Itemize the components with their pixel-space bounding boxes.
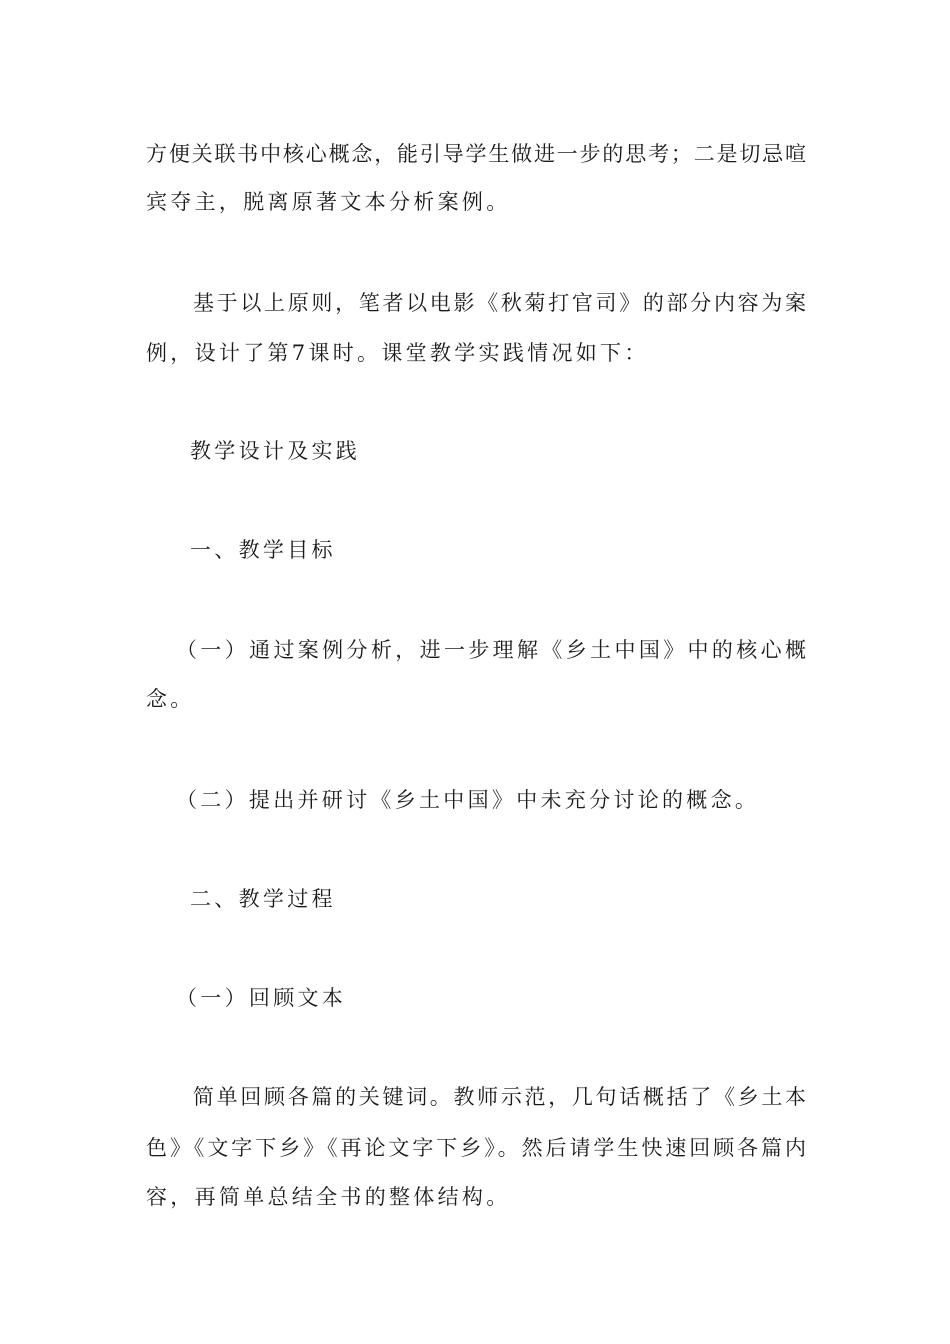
paragraph-2-line-2: 例，设计了第7课时。课堂教学实践情况如下： <box>146 341 649 365</box>
process-1-body-line-2: 色》《文字下乡》《再论文字下乡》。然后请学生快速回顾各篇内 <box>146 1136 806 1160</box>
section-heading-design: 教学设计及实践 <box>190 439 361 463</box>
process-1-body-line-1: 简单回顾各篇的关键词。教师示范，几句话概括了《乡土本 <box>193 1085 806 1109</box>
goal-1-line-2: 念。 <box>146 687 195 711</box>
process-1-body-line-3: 容，再简单总结全书的整体结构。 <box>146 1185 511 1209</box>
paragraph-1-line-2: 宾夺主，脱离原著文本分析案例。 <box>146 190 511 214</box>
goal-1-line-1: （一）通过案例分析，进一步理解《乡土中国》中的核心概 <box>176 638 806 662</box>
section-heading-goals: 一、教学目标 <box>190 538 336 562</box>
process-1-heading: （一）回顾文本 <box>176 986 347 1010</box>
section-heading-process: 二、教学过程 <box>190 887 336 911</box>
paragraph-1-line-1: 方便关联书中核心概念，能引导学生做进一步的思考；二是切忌喧 <box>146 142 806 166</box>
goal-2: （二）提出并研讨《乡土中国》中未充分讨论的概念。 <box>176 788 760 812</box>
paragraph-2-line-1: 基于以上原则，笔者以电影《秋菊打官司》的部分内容为案 <box>193 291 806 315</box>
